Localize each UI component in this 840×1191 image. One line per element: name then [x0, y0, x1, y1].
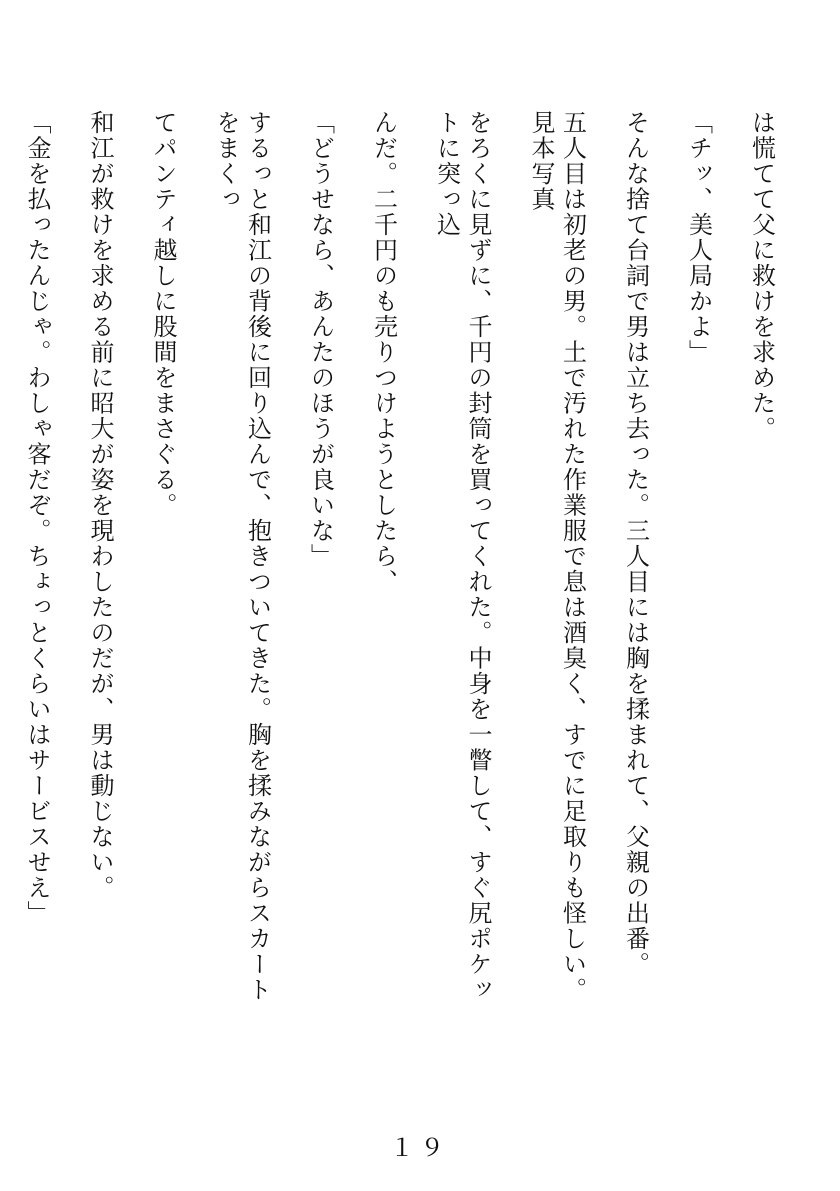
- text-line: んだ。二千円のも売りつけようとしたら、: [369, 110, 398, 595]
- text-line: 和江が救けを求める前に昭大が姿を現わしたのだが、男は動じない。: [86, 110, 114, 901]
- text-line: するっと和江の背後に回り込んで、抱きついてきた。胸を揉みながらスカートをまくっ: [212, 110, 272, 1003]
- text-line: 「どうせなら、あんたのほうが良いな」: [306, 110, 335, 569]
- text-line: 五人目は初老の男。土で汚れた作業服で息は酒臭く、すでに足取りも怪しい。見本写真: [527, 110, 587, 1003]
- text-line: をろくに見ずに、千円の封筒を買ってくれた。中身を一瞥して、すぐ尻ポケットに突っ込: [432, 110, 492, 1003]
- text-line: てパンティ越しに股間をまさぐる。: [149, 110, 177, 518]
- text-line: は慌てて父に救けを求めた。: [747, 110, 776, 442]
- vertical-text-block: [22, 110, 808, 1010]
- text-line: そんな捨て台詞で男は立ち去った。三人目には胸を揉まれて、父親の出番。: [621, 110, 650, 977]
- text-line: 「金を払ったんじゃ。わしゃ客だぞ。ちょっとくらいはサービスせえ」: [23, 110, 51, 926]
- page-number: １９: [390, 1134, 450, 1162]
- text-line: 「チッ、美人局かよ」: [684, 110, 713, 365]
